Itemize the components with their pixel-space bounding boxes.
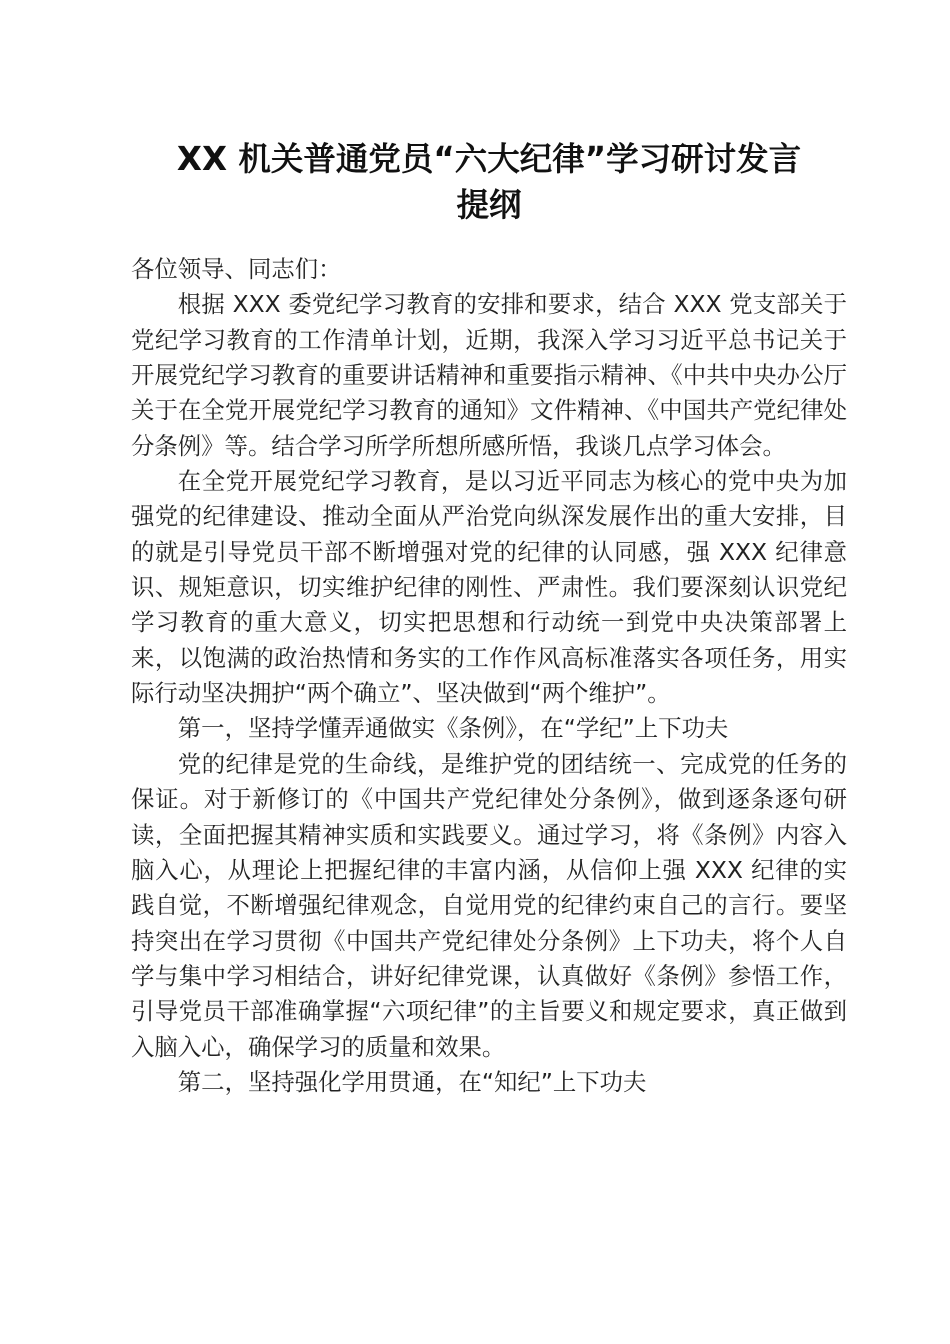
title-line-1: XX 机关普通党员“六大纪律”学习研讨发言	[176, 140, 802, 178]
paragraph-section-1: 党的纪律是党的生命线，是维护党的团结统一、完成党的任务的保证。对于新修订的《中国共产党纪律处分条例》，做到逐条逐句研读，全面把握其精神实质和实践要义。通过学习，将《条例》内容入脑入心，从理论上把握纪律的丰富内涵，从信仰上强 XXX 纪律的实践自觉，不断增强纪律观念，自觉用党的纪律约束自己的言行。要坚持突出在学习贯彻《中国共产党纪律处分条例》上下功夫，将个人自学与集中学习相结合，讲好纪律党课，认真做好《条例》参悟工作，引导党员干部准确掌握“六项纪律”的主旨要义和规定要求，真正做到入脑入心，确保学习的质量和效果。	[131, 749, 847, 1061]
document-title	[130, 136, 848, 228]
paragraph-intro: 根据 XXX 委党纪学习教育的安排和要求，结合 XXX 党支部关于党纪学习教育的工作清单计划，近期，我深入学习习近平总书记关于开展党纪学习教育的重要讲话精神和重要指示精神、《中共中央办公厅关于在全党开展党纪学习教育的通知》文件精神、《中国共产党纪律处分条例》等。结合学习所学所想所感所悟，我谈几点学习体会。	[131, 290, 847, 460]
paragraph-significance: 在全党开展党纪学习教育，是以习近平同志为核心的党中央为加强党的纪律建设、推动全面从严治党向纵深发展作出的重大安排，目的就是引导党员干部不断增强对党的纪律的认同感，强 XXX 纪律意识、规矩意识，切实维护纪律的刚性、严肃性。我们要深刻认识党纪学习教育的重大意义，切实把思想和行动统一到党中央决策部署上来，以饱满的政治热情和务实的工作作风高标准落实各项任务，用实际行动坚决拥护“两个确立”、坚决做到“两个维护”。	[131, 467, 847, 708]
salutation: 各位领导、同志们：	[131, 255, 342, 283]
title-line-2: 提纲	[456, 186, 522, 224]
document-body	[131, 252, 847, 1100]
section-heading-2: 第二，坚持强化学用贯通，在“知纪”上下功夫	[177, 1067, 647, 1096]
section-heading-1: 第一，坚持学懂弄通做实《条例》，在“学纪”上下功夫	[177, 714, 729, 743]
